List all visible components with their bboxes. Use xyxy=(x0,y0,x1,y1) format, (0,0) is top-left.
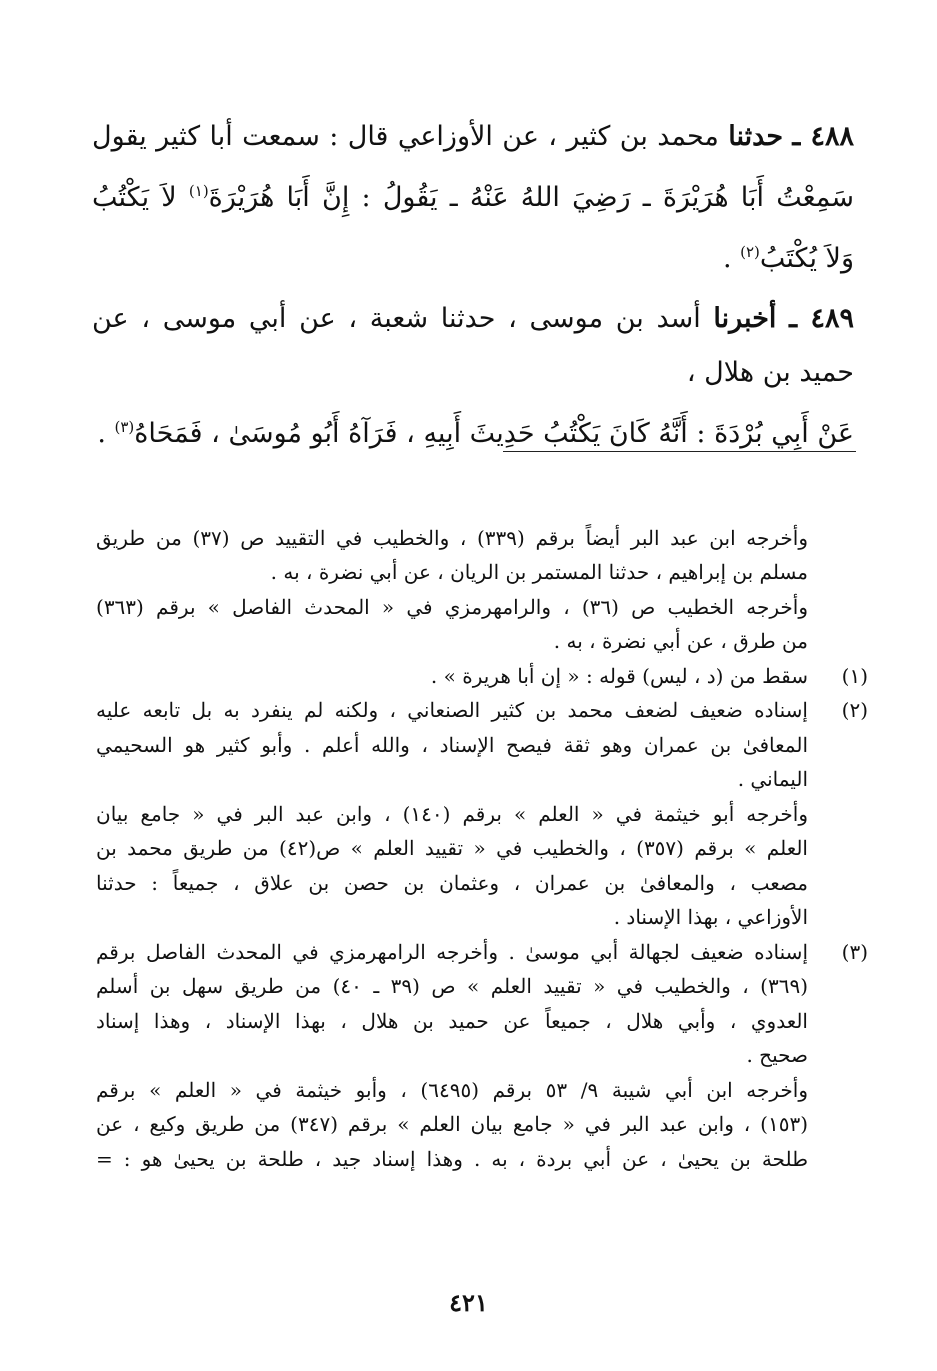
footnote-line xyxy=(96,831,868,866)
hadith-text: . xyxy=(97,418,115,449)
footnote-ref-1: (١) xyxy=(188,182,209,200)
footnote-text: وأخرجه ابن عبد البر أيضاً برقم (٣٣٩) ، والخطيب في التقييد ص (٣٧) من طريق xyxy=(96,525,808,550)
hadith-number: ٤٨٨ ـ xyxy=(792,121,855,152)
footnote-line xyxy=(96,1107,868,1142)
hadith-text: حميد بن هلال ، xyxy=(686,357,854,388)
footnote-line xyxy=(96,900,868,935)
footnote-line xyxy=(96,969,868,1004)
footnote-text: (٣٦٩) ، والخطيب في « تقييد العلم » ص (٣٩ ـ ٤٠) من طريق سهل بن أسلم xyxy=(96,974,808,998)
hadith-number: ٤٨٩ ـ xyxy=(789,303,854,334)
footnote-line xyxy=(96,728,868,763)
footnote-marker: (١) xyxy=(841,663,868,688)
hadith-text: عَنْ أَبِي بُرْدَةَ : أَنَّهُ كَانَ يَكْتُبُ حَدِيثَ أَبِيهِ ، فَرَآهُ أَبُو مُوسَىٰ ، فَمَحَاهُ xyxy=(134,418,854,449)
footnote-line xyxy=(96,866,868,901)
footnote-1 xyxy=(96,659,868,694)
hadith-489-line-2 xyxy=(92,346,854,400)
page-number: ٤٢١ xyxy=(449,1288,488,1317)
footnote-2 xyxy=(96,693,868,728)
footnote-separator xyxy=(503,451,856,452)
hadith-text: محمد بن كثير ، عن الأوزاعي قال : سمعت أبا كثير يقول xyxy=(92,121,719,152)
footnote-marker: (٢) xyxy=(841,698,868,722)
footnote-ref-3: (٣) xyxy=(114,418,135,436)
footnote-text: مسلم بن إبراهيم ، حدثنا المستمر بن الريان ، عن أبي نضرة ، به . xyxy=(270,560,808,584)
footnote-text: إسناده ضعيف لضعف محمد بن كثير الصنعاني ، ولكنه لم ينفرد به بل تابعه عليه xyxy=(96,698,808,722)
hadith-text: لاَ يَكْتُبُ xyxy=(92,182,177,213)
footnote-text: طلحة بن يحيىٰ ، عن أبي بردة ، به . وهذا إسناد جيد ، طلحة بن يحيىٰ هو : = xyxy=(96,1146,808,1171)
footnote-text: العلم » برقم (٣٥٧) ، والخطيب في « تقييد العلم » ص(٤٢) من طريق محمد بن xyxy=(96,836,808,860)
footnote-3 xyxy=(96,935,868,970)
footnote-text: المعافىٰ بن عمران وهو ثقة فيصح الإسناد ، والله أعلم . وأبو كثير هو السحيمي xyxy=(96,732,808,757)
footnote-text: وأخرجه أبو خيثمة في « العلم » برقم (١٤٠) ، وابن عبد البر في « جامع بيان xyxy=(96,801,808,826)
footnote-text: وأخرجه ابن أبي شيبة ٩/ ٥٣ برقم (٦٤٩٥) ، وأبو خيثمة في « العلم » برقم xyxy=(96,1077,809,1102)
footnote-text: العدوي ، وأبي هلال ، جميعاً عن حميد بن هلال ، بهذا الإسناد ، وهذا إسناد xyxy=(96,1008,808,1033)
footnote-line xyxy=(96,1038,868,1073)
footnote-text: إسناده ضعيف لجهالة أبي موسىٰ . وأخرجه الرامهرمزي في المحدث الفاصل برقم xyxy=(96,939,808,964)
hadith-488-line-2 xyxy=(92,164,854,225)
footnote-text: وأخرجه الخطيب ص (٣٦) ، والرامهرمزي في « المحدث الفاصل » برقم (٣٦٣) xyxy=(96,594,808,619)
footnote-line xyxy=(96,521,868,556)
footnote-line xyxy=(96,1004,868,1039)
hadith-text: وَلاَ يُكْتَبُ xyxy=(759,243,854,274)
footnote-text: الأوزاعي ، بهذا الإسناد . xyxy=(613,905,808,929)
footnote-ref-2: (٢) xyxy=(740,243,760,261)
footnote-text: سقط من (د ، ليس) قوله : « إن أبا هريرة » . xyxy=(430,663,808,688)
footnote-line xyxy=(96,486,868,521)
hadith-keyword: حدثنا xyxy=(728,121,784,152)
footnote-text: (١٥٣) ، وابن عبد البر في « جامع بيان العلم » برقم (٣٤٧) من طريق وكيع ، عن xyxy=(96,1112,808,1136)
hadith-keyword: أخبرنا xyxy=(713,303,777,334)
footnote-text: من طرق ، عن أبي نضرة ، به . xyxy=(553,629,808,653)
footnote-line xyxy=(96,762,868,797)
footnote-line xyxy=(96,1142,868,1177)
footnote-marker: (٣) xyxy=(841,939,868,964)
main-text xyxy=(92,110,854,461)
footnote-line xyxy=(96,590,868,625)
hadith-text: . xyxy=(722,243,741,274)
hadith-text: سَمِعْتُ أَبَا هُرَيْرَةَ ـ رَضِيَ اللهُ عَنْهُ ـ يَقُولُ : إِنَّ أَبَا هُرَيْرَةَ xyxy=(208,182,854,213)
hadith-488-line-1 xyxy=(92,110,854,164)
footnote-line xyxy=(96,1073,868,1108)
footnote-line xyxy=(96,624,868,659)
footnotes xyxy=(96,486,868,1176)
footnote-line xyxy=(96,797,868,832)
hadith-489-line-1 xyxy=(92,292,854,346)
footnote-text: اليماني . xyxy=(737,767,808,791)
hadith-text: أسد بن موسى ، حدثنا شعبة ، عن أبي موسى ، عن xyxy=(92,303,701,334)
hadith-488-line-3 xyxy=(92,225,854,286)
footnote-line xyxy=(96,555,868,590)
footnote-text: صحيح . xyxy=(746,1043,808,1067)
footnote-text: مصعب ، والمعافىٰ بن عمران ، وعثمان بن حصن بن علاق ، جميعاً : حدثنا xyxy=(96,870,808,895)
